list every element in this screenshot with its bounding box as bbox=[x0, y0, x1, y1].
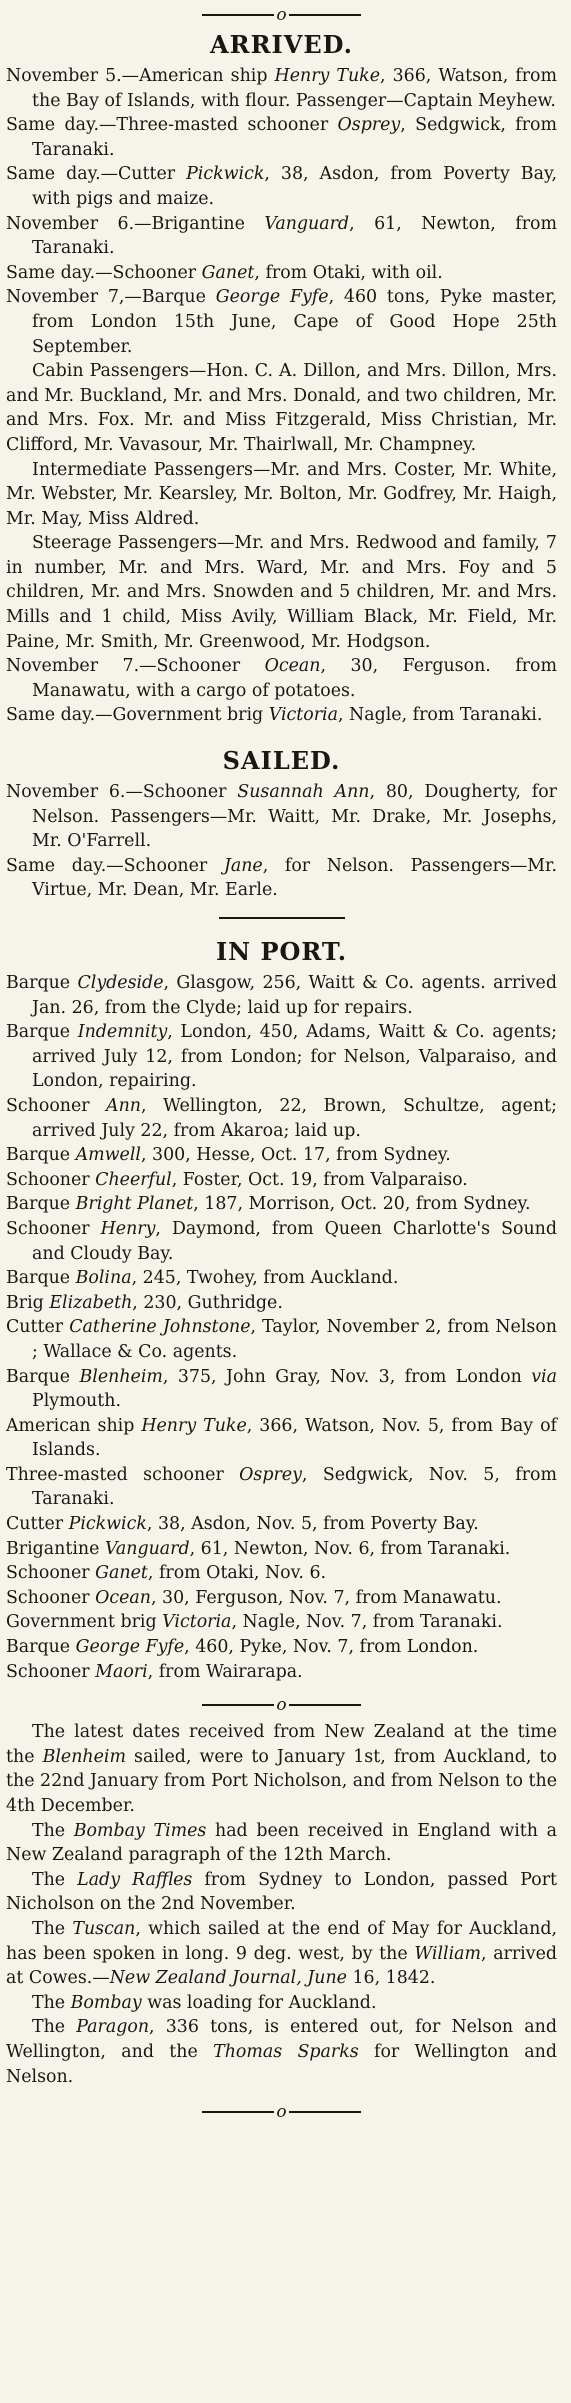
italic-name: Pickwick bbox=[68, 1514, 147, 1535]
italic-name: Victoria bbox=[162, 1612, 232, 1633]
top-ornament-rule bbox=[6, 6, 557, 24]
italic-name: Ann bbox=[106, 1095, 142, 1116]
italic-name: Bombay Times bbox=[73, 1820, 207, 1841]
arrival-entry: Same day.—Schooner Ganet, from Otaki, with oil. bbox=[6, 262, 443, 283]
in-port-entry: Barque Bolina, 245, Twohey, from Auckland. bbox=[6, 1268, 399, 1289]
news-paragraph: The latest dates received from New Zealand at the time the Blenheim sailed, were to January 1st, from Auckland, to the 22nd January from Port Nicholson, and from Nelson to the 4th December. bbox=[6, 1722, 557, 1816]
italic-name: Thomas Sparks bbox=[213, 2041, 359, 2062]
passenger-paragraph: Steerage Passengers—Mr. and Mrs. Redwood and family, 7 in number, Mr. and Mrs. Ward, Mr. and Mrs. Foy and 5 children, Mr. and Mrs. Snowden and 5 children, Mr. and Mrs. Mills and 1 child, Miss Avily, William Black, Mr. Field, Mr. Paine, Mr. Smith, Mr. Greenwood, Mr. Hodgson. bbox=[6, 533, 557, 652]
italic-name: Vanguard bbox=[264, 213, 350, 234]
italic-name: Cheerful bbox=[95, 1169, 172, 1190]
in-port-entry: Barque Amwell, 300, Hesse, Oct. 17, from Sydney. bbox=[6, 1145, 451, 1166]
news-paragraph: The Paragon, 336 tons, is entered out, for Nelson and Wellington, and the Thomas Sparks for Wellington and Nelson. bbox=[6, 2017, 558, 2087]
rule-ornament: o bbox=[276, 1694, 287, 1715]
italic-name: Ganet bbox=[201, 262, 255, 283]
italic-name: Tuscan bbox=[72, 1918, 136, 1939]
italic-name: Lady Raffles bbox=[77, 1869, 193, 1890]
rule-ornament: o bbox=[276, 4, 287, 25]
sailing-entry: November 6.—Schooner Susannah Ann, 80, Dougherty, for Nelson. Passengers—Mr. Waitt, Mr. Drake, Mr. Josephs, Mr. O'Farrell. bbox=[6, 782, 557, 852]
italic-name: Elizabeth bbox=[49, 1292, 133, 1313]
rule-line-left bbox=[202, 14, 274, 16]
news-section bbox=[6, 1720, 557, 2089]
in-port-entry: Brig Elizabeth, 230, Guthridge. bbox=[6, 1292, 283, 1313]
italic-name: Ganet bbox=[95, 1563, 148, 1584]
arrival-entry: Same day.—Three-masted schooner Osprey, Sedgwick, from Taranaki. bbox=[6, 115, 557, 160]
italic-name: Osprey bbox=[239, 1464, 302, 1485]
in-port-entry: Barque Blenheim, 375, John Gray, Nov. 3, from London via Plymouth. bbox=[6, 1366, 557, 1412]
italic-name: Blenheim bbox=[79, 1366, 163, 1387]
italic-name: Jane bbox=[223, 855, 263, 876]
italic-name: via bbox=[531, 1366, 557, 1387]
passenger-paragraph: Intermediate Passengers—Mr. and Mrs. Coster, Mr. White, Mr. Webster, Mr. Kearsley, Mr. Bolton, Mr. Godfrey, Mr. Haigh, Mr. May, Miss Aldred. bbox=[6, 459, 557, 529]
sailed-entries bbox=[6, 780, 557, 903]
rule-line-right bbox=[289, 1704, 361, 1706]
news-paragraph: The Bombay was loading for Auckland. bbox=[32, 1992, 377, 2013]
news-paragraphs bbox=[6, 1720, 557, 2089]
italic-name: Victoria bbox=[268, 705, 338, 726]
rule-line-left bbox=[202, 1704, 274, 1706]
arrival-entry: November 5.—American ship Henry Tuke, 366, Watson, from the Bay of Islands, with flour. Passenger—Captain Meyhew. bbox=[6, 66, 557, 111]
italic-name: Catherine Johnstone bbox=[69, 1317, 251, 1338]
italic-name: Ocean bbox=[95, 1587, 151, 1608]
italic-name: Paragon bbox=[76, 2017, 150, 2038]
sailing-entry: Same day.—Schooner Jane, for Nelson. Passengers—Mr. Virtue, Mr. Dean, Mr. Earle. bbox=[6, 855, 557, 901]
italic-name: Henry Tuke bbox=[141, 1415, 247, 1436]
arrived-section bbox=[6, 30, 557, 728]
in-port-entry: Schooner Ann, Wellington, 22, Brown, Schultze, agent; arrived July 22, from Akaroa; laid up. bbox=[6, 1095, 557, 1141]
italic-name: Bombay bbox=[70, 1992, 142, 2013]
bottom-ornament-rule bbox=[6, 2103, 557, 2121]
arrival-entry: November 7.—Schooner Ocean, 30, Ferguson. from Manawatu, with a cargo of potatoes. bbox=[6, 656, 558, 701]
in-port-entries bbox=[6, 971, 557, 1684]
passenger-paragraph: Cabin Passengers—Hon. C. A. Dillon, and Mrs. Dillon, Mrs. and Mr. Buckland, Mr. and Mrs. Donald, and two children, Mr. and Mrs. Fox. Mr. and Miss Fitzgerald, Miss Christian, Mr. Clifford, Mr. Vavasour, Mr. Thairlwall, Mr. Champney. bbox=[6, 361, 557, 455]
italic-name: Henry Tuke bbox=[274, 66, 381, 86]
rule-line-right bbox=[289, 14, 361, 16]
italic-name: Clydeside bbox=[77, 973, 164, 993]
italic-name: George Fyfe bbox=[75, 1637, 185, 1658]
section-divider bbox=[219, 917, 345, 919]
in-port-entry: Barque George Fyfe, 460, Pyke, Nov. 7, from London. bbox=[6, 1637, 479, 1658]
in-port-entry: Schooner Maori, from Wairarapa. bbox=[6, 1661, 303, 1682]
in-port-entry: Three-masted schooner Osprey, Sedgwick, Nov. 5, from Taranaki. bbox=[6, 1464, 557, 1510]
in-port-entry: Cutter Catherine Johnstone, Taylor, November 2, from Nelson ; Wallace & Co. agents. bbox=[6, 1317, 557, 1362]
in-port-entry: Schooner Henry, Daymond, from Queen Charlotte's Sound and Cloudy Bay. bbox=[6, 1218, 557, 1264]
italic-name: Henry bbox=[100, 1218, 156, 1239]
section-gap bbox=[6, 728, 557, 746]
news-paragraph: The Bombay Times had been received in England with a New Zealand paragraph of the 12th March. bbox=[6, 1820, 557, 1866]
italic-name: Bright Planet bbox=[75, 1194, 194, 1215]
news-paragraph: The Lady Raffles from Sydney to London, passed Port Nicholson on the 2nd November. bbox=[6, 1869, 557, 1915]
arrival-entry: Same day.—Cutter Pickwick, 38, Asdon, from Poverty Bay, with pigs and maize. bbox=[6, 164, 557, 209]
italic-name: Amwell bbox=[75, 1145, 141, 1166]
rule-ornament: o bbox=[276, 2101, 287, 2122]
italic-name: New Zealand Journal, June bbox=[109, 1968, 347, 1989]
mid-ornament-rule bbox=[6, 1696, 557, 1714]
in-port-section bbox=[6, 937, 557, 1684]
sailed-heading: SAILED. bbox=[222, 746, 341, 776]
in-port-entry: Schooner Cheerful, Foster, Oct. 19, from Valparaiso. bbox=[6, 1169, 468, 1190]
arrival-entry: Same day.—Government brig Victoria, Nagle, from Taranaki. bbox=[6, 705, 543, 726]
in-port-entry: Barque Bright Planet, 187, Morrison, Oct. 20, from Sydney. bbox=[6, 1194, 531, 1215]
arrived-entries bbox=[6, 64, 557, 359]
in-port-entry: American ship Henry Tuke, 366, Watson, Nov. 5, from Bay of Islands. bbox=[6, 1415, 557, 1461]
italic-name: William bbox=[414, 1943, 482, 1964]
arrived-heading: ARRIVED. bbox=[210, 30, 353, 59]
italic-name: Pickwick bbox=[186, 164, 265, 185]
in-port-entry: Brigantine Vanguard, 61, Newton, Nov. 6, from Taranaki. bbox=[6, 1538, 511, 1559]
in-port-entry: Government brig Victoria, Nagle, Nov. 7, from Taranaki. bbox=[6, 1612, 503, 1633]
italic-name: Blenheim bbox=[42, 1746, 126, 1767]
rule-line-left bbox=[202, 2111, 274, 2113]
rule-line-right bbox=[289, 2111, 361, 2113]
in-port-entry: Schooner Ganet, from Otaki, Nov. 6. bbox=[6, 1563, 327, 1584]
italic-name: Maori bbox=[95, 1661, 148, 1682]
in-port-entry: Cutter Pickwick, 38, Asdon, Nov. 5, from Poverty Bay. bbox=[6, 1514, 479, 1535]
italic-name: Indemnity bbox=[77, 1022, 168, 1043]
arrival-entry: November 6.—Brigantine Vanguard, 61, Newton, from Taranaki. bbox=[6, 213, 558, 259]
arrival-entry: November 7,—Barque George Fyfe, 460 tons, Pyke master, from London 15th June, Cape of Good Hope 25th September. bbox=[6, 287, 557, 357]
italic-name: Osprey bbox=[337, 115, 401, 136]
passenger-list bbox=[6, 359, 557, 654]
italic-name: Bolina bbox=[75, 1268, 132, 1289]
arrived-entries-later bbox=[6, 654, 557, 728]
sailed-section bbox=[6, 746, 557, 903]
in-port-entry: Barque Indemnity, London, 450, Adams, Waitt & Co. agents; arrived July 12, from London; for Nelson, Valparaiso, and London, repairing. bbox=[6, 1022, 557, 1092]
italic-name: Vanguard bbox=[104, 1538, 190, 1559]
italic-name: Susannah Ann bbox=[237, 782, 370, 803]
news-paragraph: The Tuscan, which sailed at the end of May for Auckland, has been spoken in long. 9 deg. west, by the William, arrived at Cowes.—New Zealand Journal, June 16, 1842. bbox=[6, 1918, 557, 1989]
italic-name: Ocean bbox=[264, 656, 321, 677]
in-port-entry: Schooner Ocean, 30, Ferguson, Nov. 7, from Manawatu. bbox=[6, 1587, 502, 1608]
in-port-entry: Barque Clydeside, Glasgow, 256, Waitt & Co. agents. arrived Jan. 26, from the Clyde; laid up for repairs. bbox=[6, 973, 557, 1018]
in-port-heading: IN PORT. bbox=[215, 937, 348, 966]
italic-name: George Fyfe bbox=[215, 287, 329, 308]
